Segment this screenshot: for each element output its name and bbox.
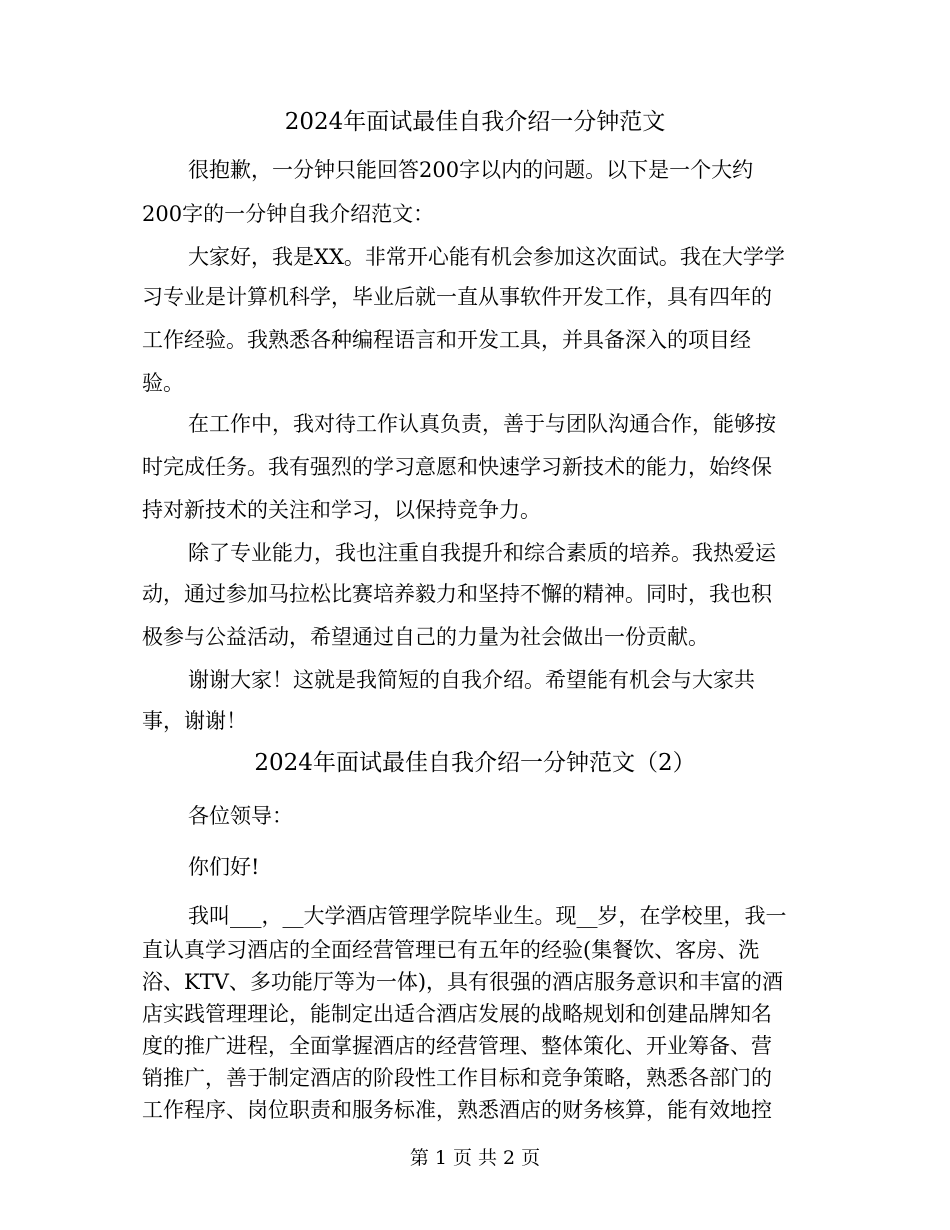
section-title: 2024年面试最佳自我介绍一分钟范文（2） bbox=[254, 750, 696, 776]
text-line: 度的推广进程，全面掌握酒店的经营管理、整体策化、开业筹备、营 bbox=[142, 1034, 772, 1058]
text-line: 工作经验。我熟悉各种编程语言和开发工具，并具备深入的项目经 bbox=[142, 328, 751, 352]
text-line: 极参与公益活动，希望通过自己的力量为社会做出一份贡献。 bbox=[142, 625, 709, 649]
text-line: 验。 bbox=[142, 371, 184, 395]
page-number-footer: 第 1 页 共 2 页 bbox=[409, 1147, 541, 1169]
text-line: 很抱歉，一分钟只能回答200字以内的问题。以下是一个大约 bbox=[188, 158, 754, 182]
text-line: 持对新技术的关注和学习，以保持竞争力。 bbox=[142, 498, 541, 522]
text-line: 习专业是计算机科学，毕业后就一直从事软件开发工作，具有四年的 bbox=[142, 285, 772, 309]
text-line: 销推广，善于制定酒店的阶段性工作目标和竞争策略，熟悉各部门的 bbox=[142, 1066, 772, 1090]
text-line: 浴、KTV、多功能厅等为一体)，具有很强的酒店服务意识和丰富的酒 bbox=[142, 970, 784, 994]
text-line: 除了专业能力，我也注重自我提升和综合素质的培养。我热爱运 bbox=[188, 541, 776, 565]
text-line: 谢谢大家！这就是我简短的自我介绍。希望能有机会与大家共 bbox=[188, 668, 755, 692]
text-line: 事，谢谢！ bbox=[142, 709, 247, 733]
text-line: 动，通过参加马拉松比赛培养毅力和坚持不懈的精神。同时，我也积 bbox=[142, 582, 772, 606]
text-line: 直认真学习酒店的全面经营管理已有五年的经验(集餐饮、客房、洗 bbox=[142, 938, 760, 962]
text-line: 在工作中，我对待工作认真负责，善于与团队沟通合作，能够按 bbox=[188, 412, 776, 436]
document-title: 2024年面试最佳自我介绍一分钟范文 bbox=[284, 109, 666, 135]
text-line: 大家好，我是XX。非常开心能有机会参加这次面试。我在大学学 bbox=[188, 245, 785, 269]
text-line: 店实践管理理论，能制定出适合酒店发展的战略规划和创建品牌知名 bbox=[142, 1002, 772, 1026]
text-line: 200字的一分钟自我介绍范文： bbox=[142, 202, 435, 226]
text-line: 时完成任务。我有强烈的学习意愿和快速学习新技术的能力，始终保 bbox=[142, 455, 772, 479]
text-line: 我叫___，__大学酒店管理学院毕业生。现__岁，在学校里，我一 bbox=[188, 904, 787, 928]
greeting-line: 你们好! bbox=[188, 855, 260, 879]
greeting-line: 各位领导： bbox=[188, 804, 293, 828]
text-line: 工作程序、岗位职责和服务标准，熟悉酒店的财务核算，能有效地控 bbox=[142, 1098, 772, 1122]
